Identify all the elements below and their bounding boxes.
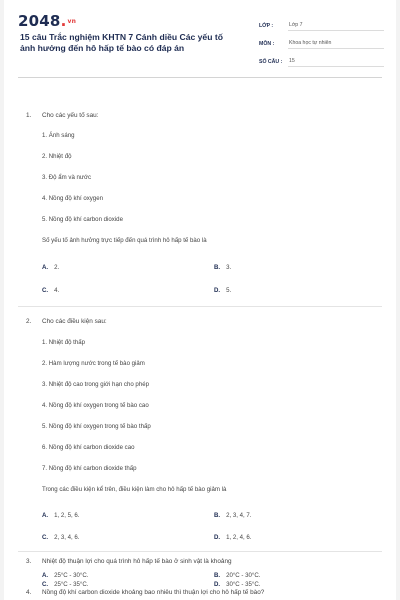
question-separator [18, 551, 382, 552]
option-text: 1, 2, 5, 6. [54, 512, 80, 519]
meta-value: 15 [288, 58, 384, 67]
option-letter: D. [214, 534, 221, 541]
option-letter: C. [42, 581, 49, 588]
option-letter: A. [42, 512, 49, 519]
question-stem: Cho các điều kiện sau: [42, 318, 107, 325]
list-item: 4. Nồng độ khí oxygen [42, 195, 103, 202]
question-prompt: Trong các điều kiện kể trên, điều kiện làm cho hô hấp tế bào giảm là [42, 486, 227, 493]
meta-value: Khoa học tự nhiên [288, 40, 384, 49]
list-item: 4. Nồng độ khí oxygen trong tế bào cao [42, 402, 149, 409]
question-number: 2. [26, 318, 32, 325]
option-letter: C. [42, 534, 49, 541]
question-stem: Nhiệt độ thuận lợi cho quá trình hô hấp tế bào ở sinh vật là khoảng [42, 558, 232, 565]
list-item: 3. Độ ẩm và nước [42, 174, 92, 181]
answer-option[interactable] [42, 287, 59, 294]
option-letter: D. [214, 581, 221, 588]
option-letter: B. [214, 264, 221, 271]
list-item: 2. Nhiệt độ [42, 153, 72, 160]
list-item: 1. Ánh sáng [42, 132, 75, 139]
option-text: 20°C - 30°C. [226, 572, 261, 579]
question-number: 4. [26, 589, 32, 596]
option-letter: A. [42, 572, 49, 579]
option-letter: B. [214, 572, 221, 579]
answer-option[interactable] [42, 534, 80, 541]
question-separator [18, 306, 382, 307]
question-stem: Cho các yếu tố sau: [42, 112, 99, 119]
option-text: 3. [226, 264, 232, 271]
meta-label: MÔN : [259, 41, 275, 47]
list-item: 5. Nồng độ khí oxygen trong tế bào thấp [42, 423, 151, 430]
logo-suffix: vn [67, 18, 77, 25]
option-text: 2. [54, 264, 60, 271]
list-item: 1. Nhiệt độ thấp [42, 339, 86, 346]
list-item: 7. Nồng độ khí carbon dioxide thấp [42, 465, 137, 472]
meta-row-subject [259, 34, 384, 49]
header-divider [18, 77, 382, 78]
document-page [4, 0, 396, 600]
list-item: 6. Nồng độ khí carbon dioxide cao [42, 444, 135, 451]
answer-option[interactable] [42, 512, 80, 519]
meta-row-class [259, 16, 384, 31]
question-stem: Nồng độ khí carbon dioxide khoảng bao nhiêu thì thuận lợi cho hô hấp tế bào? [42, 589, 265, 596]
meta-value: Lớp 7 [288, 22, 384, 31]
list-item: 5. Nồng độ khí carbon dioxide [42, 216, 123, 223]
meta-label: SỐ CÂU : [259, 59, 283, 65]
answer-option[interactable] [214, 512, 252, 519]
site-logo[interactable] [18, 12, 76, 30]
meta-row-count [259, 52, 384, 67]
logo-text: 2048 [18, 12, 61, 30]
logo-dot: . [60, 12, 67, 30]
answer-option[interactable] [42, 572, 88, 579]
option-text: 4. [54, 287, 60, 294]
list-item: 3. Nhiệt độ cao trong giới hạn cho phép [42, 381, 149, 388]
option-text: 30°C - 35°C. [226, 581, 261, 588]
answer-option[interactable] [214, 287, 231, 294]
option-text: 1, 2, 4, 6. [226, 534, 252, 541]
option-letter: C. [42, 287, 49, 294]
option-text: 25°C - 35°C. [54, 581, 89, 588]
document-title: 15 câu Trắc nghiệm KHTN 7 Cánh diều Các yếu tố ảnh hưởng đến hô hấp tế bào có đáp án [20, 32, 223, 53]
option-text: 5. [226, 287, 232, 294]
question-number: 3. [26, 558, 32, 565]
option-letter: B. [214, 512, 221, 519]
option-text: 2, 3, 4, 6. [54, 534, 80, 541]
option-letter: D. [214, 287, 221, 294]
document-meta [259, 16, 384, 70]
meta-label: LỚP : [259, 23, 274, 29]
question-number: 1. [26, 112, 32, 119]
option-letter: A. [42, 264, 49, 271]
answer-option[interactable] [42, 264, 59, 271]
question-prompt: Số yếu tố ảnh hưởng trực tiếp đến quá trình hô hấp tế bào là [42, 237, 207, 244]
option-text: 25°C - 30°C. [54, 572, 89, 579]
answer-option[interactable] [214, 581, 260, 588]
option-text: 2, 3, 4, 7. [226, 512, 252, 519]
list-item: 2. Hàm lượng nước trong tế bào giảm [42, 360, 145, 367]
answer-option[interactable] [214, 264, 231, 271]
answer-option[interactable] [42, 581, 88, 588]
answer-option[interactable] [214, 572, 260, 579]
answer-option[interactable] [214, 534, 252, 541]
